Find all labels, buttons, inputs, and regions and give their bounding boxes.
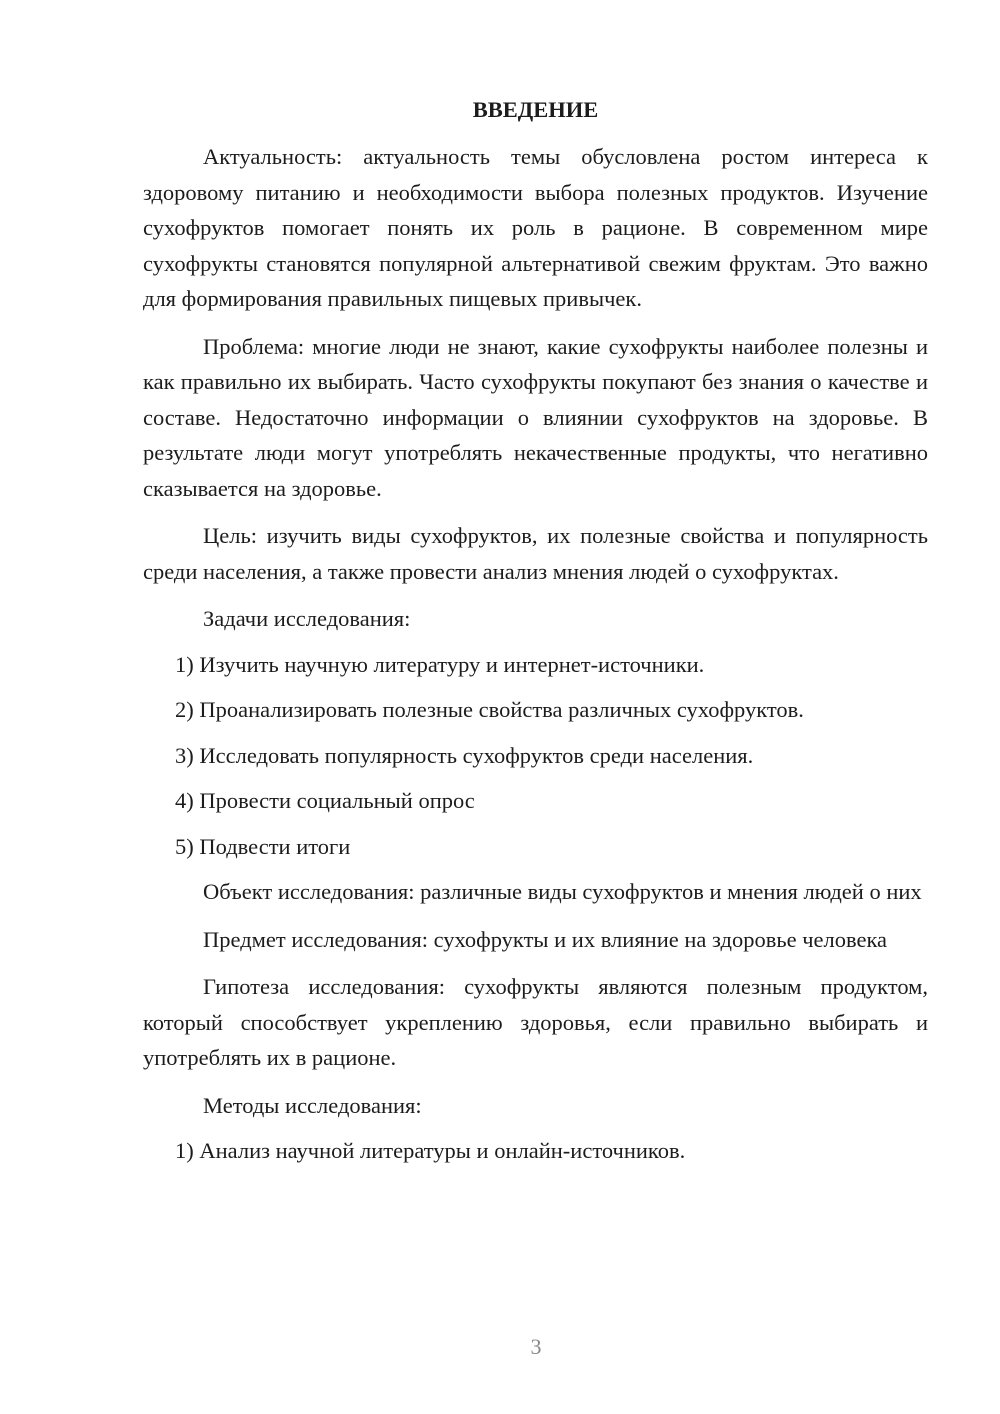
paragraph-object: Объект исследования: различные виды сухофруктов и мнения людей о них (203, 879, 922, 904)
task-item-1: 1) Изучить научную литературу и интернет-источники. (175, 651, 705, 677)
task-item-2: 2) Проанализировать полезные свойства различных сухофруктов. (175, 697, 804, 722)
method-item-1: 1) Анализ научной литературы и онлайн-источников. (175, 1138, 686, 1163)
paragraph-goal: Цель: изучить виды сухофруктов, их полезные свойства и популярность среди населения, а также провести анализ мнения людей о сухофруктах. (143, 523, 928, 584)
page-content (143, 92, 928, 1179)
methods-heading: Методы исследования: (203, 1092, 422, 1118)
task-item-3: 3) Исследовать популярность сухофруктов среди населения. (175, 742, 754, 768)
tasks-heading: Задачи исследования: (203, 606, 411, 631)
paragraph-problem: Проблема: многие люди не знают, какие сухофрукты наиболее полезны и как правильно их выбирать. Часто сухофрукты покупают без знания о качестве и составе. Недостаточно информации о влиянии сухофруктов на здоровье. В результате люди могут употреблять некачественные продукты, что негативно сказывается на здоровье. (143, 333, 928, 501)
page-title: ВВЕДЕНИЕ (472, 97, 599, 122)
paragraph-subject: Предмет исследования: сухофрукты и их влияние на здоровье человека (203, 926, 888, 952)
task-item-5: 5) Подвести итоги (175, 833, 351, 859)
paragraph-relevance: Актуальность: актуальность темы обусловлена ростом интереса к здоровому питанию и необходимости выбора полезных продуктов. Изучение сухофруктов помогает понять их роль в рационе. В современном мире сухофрукты становятся популярной альтернативой свежим фруктам. Это важно для формирования правильных пищевых привычек. (143, 144, 928, 311)
page-number: 3 (530, 1334, 542, 1359)
paragraph-hypothesis: Гипотеза исследования: сухофрукты являются полезным продуктом, который способствует укреплению здоровья, если правильно выбирать и употреблять их в рационе. (143, 974, 928, 1070)
task-item-4: 4) Провести социальный опрос (175, 788, 475, 813)
